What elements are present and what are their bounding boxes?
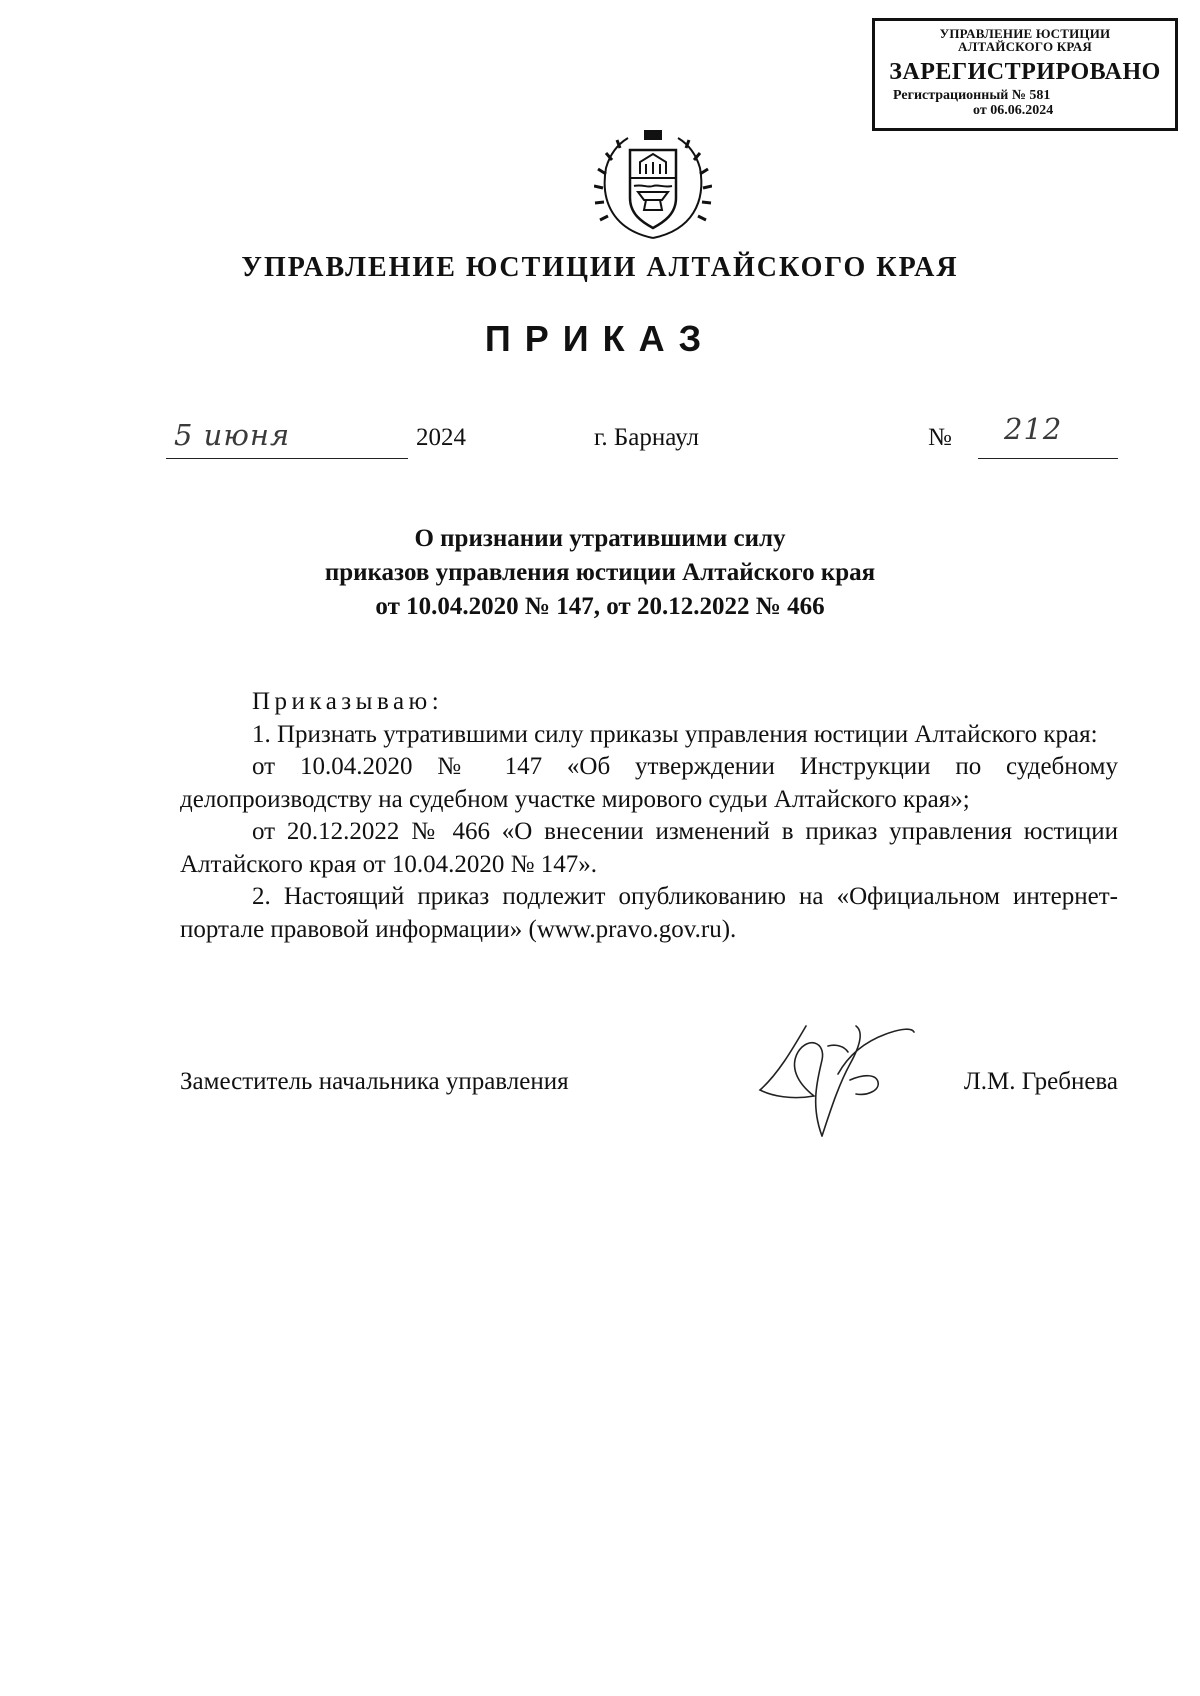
stamp-reg-number: Регистрационный № 581 [893,88,1051,103]
signatory-name: Л.М. Гребнева [963,1068,1118,1095]
command-text: Приказываю: [252,688,444,715]
handwritten-signature-icon [752,1016,922,1142]
paragraph-2: от 10.04.2020 № 147 «Об утверждении Инструкции по судебному делопроизводству на судебном участке мирового судьи Алтайского края»; [180,753,1118,813]
paragraph-4: 2. Настоящий приказ подлежит опубликованию на «Официальном интернет-портале правовой информации» (www.pravo.gov.ru). [180,883,1118,943]
heading-line1: О признании утратившими силу [414,525,786,552]
handwritten-number: 212 [1004,412,1063,446]
document-type: ПРИКАЗ [484,318,716,359]
order-heading [0,522,1200,624]
paragraph-3: от 20.12.2022 № 466 «О внесении изменений в приказ управления юстиции Алтайского края от 10.04.2020 № 147». [180,818,1118,878]
signatory-position: Заместитель начальника управления [180,1068,569,1095]
stamp-org-line1: УПРАВЛЕНИЕ ЮСТИЦИИ [939,26,1111,41]
order-year: 2024 [416,424,466,451]
stamp-reg-date: от 06.06.2024 [973,103,1054,118]
registration-stamp [872,18,1178,131]
heading-line2: приказов управления юстиции Алтайского края [324,559,876,586]
order-body [180,686,1118,946]
organization-title: УПРАВЛЕНИЕ ЮСТИЦИИ АЛТАЙСКОГО КРАЯ [241,252,959,283]
coat-of-arms-icon [594,126,712,244]
paragraph-1: 1. Признать утратившими силу приказы управления юстиции Алтайского края: [252,720,1098,748]
handwritten-date: 5 июня [174,418,291,452]
heading-line3: от 10.04.2020 № 147, от 20.12.2022 № 466 [375,593,825,620]
stamp-org-line2: АЛТАЙСКОГО КРАЯ [958,39,1092,54]
order-city: г. Барнаул [594,424,699,451]
number-underline [978,458,1118,459]
stamp-org [875,27,1175,53]
date-underline [166,458,408,459]
stamp-status: ЗАРЕГИСТРИРОВАНО [889,59,1161,85]
number-sign: № [928,424,952,451]
